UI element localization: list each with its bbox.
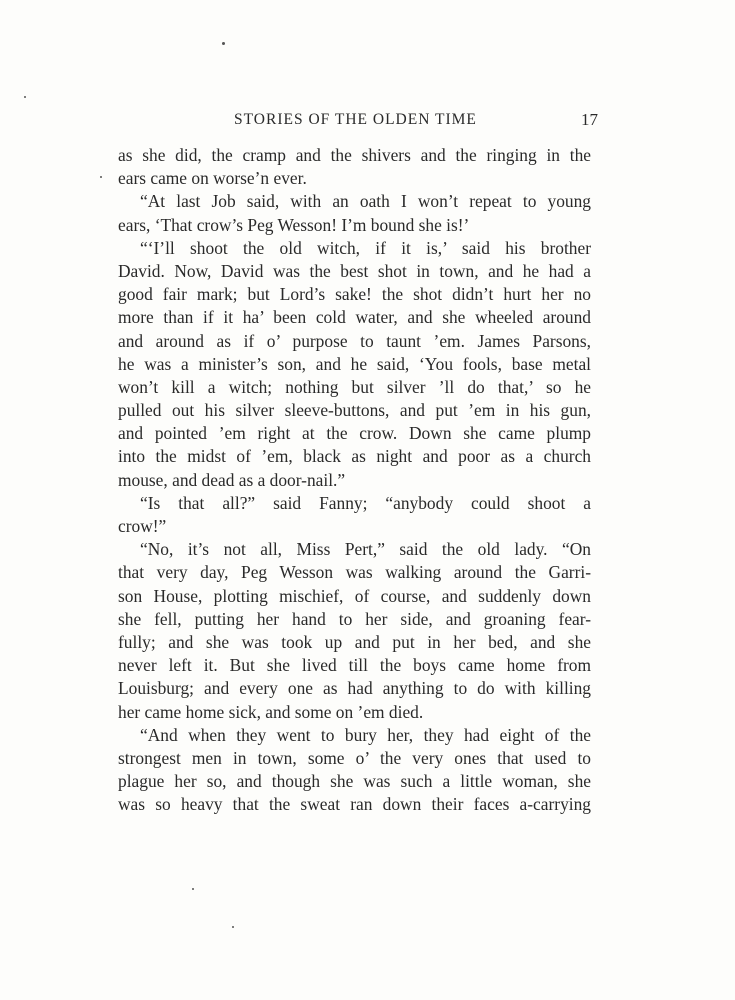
- running-title: STORIES OF THE OLDEN TIME: [234, 111, 477, 128]
- text-line: was so heavy that the sweat ran down their faces a-carrying: [118, 794, 591, 815]
- text-line: as she did, the cramp and the shivers and the ringing in the: [118, 145, 591, 165]
- text-line: that very day, Peg Wesson was walking around the Garri-: [118, 562, 591, 583]
- text-line: strongest men in town, some o’ the very ones that used to: [118, 747, 591, 768]
- text-line: “Is that all?” said Fanny; “anybody could shoot a: [140, 492, 591, 513]
- text-line: mouse, and dead as a door-nail.”: [118, 469, 346, 490]
- text-line: into the midst of ’em, black as night and poor as a church: [118, 446, 591, 467]
- page-number: 17: [581, 110, 598, 129]
- text-line: he was a minister’s son, and he said, ‘You fools, base metal: [118, 353, 591, 374]
- text-line: ears, ‘That crow’s Peg Wesson! I’m bound she is!’: [118, 214, 470, 235]
- text-line: won’t kill a witch; nothing but silver ’ll do that,’ so he: [118, 376, 591, 397]
- text-line: “‘I’ll shoot the old witch, if it is,’ said his brother: [140, 237, 591, 258]
- scan-speck: [232, 926, 234, 928]
- text-line: she fell, putting her hand to her side, and groaning fear-: [118, 608, 591, 629]
- text-line: “No, it’s not all, Miss Pert,” said the old lady. “On: [140, 539, 591, 560]
- text-line: her came home sick, and some on ’em died.: [118, 701, 424, 722]
- text-line: and around as if o’ purpose to taunt ’em. James Parsons,: [118, 330, 591, 351]
- text-line: plague her so, and though she was such a little woman, she: [118, 771, 591, 792]
- scan-speck: [222, 42, 225, 45]
- text-line: son House, plotting mischief, of course, and suddenly down: [118, 585, 591, 606]
- text-line: “At last Job said, with an oath I won’t repeat to young: [140, 191, 591, 212]
- page-header: [118, 108, 598, 132]
- text-line: Louisburg; and every one as had anything to do with killing: [118, 678, 591, 699]
- text-line: pulled out his silver sleeve-buttons, and put ’em in his gun,: [118, 400, 591, 421]
- text-line: and pointed ’em right at the crow. Down she came plump: [118, 423, 591, 444]
- body-text: [118, 144, 591, 816]
- scan-speck: [192, 888, 194, 890]
- text-line: never left it. But she lived till the boys came home from: [118, 655, 591, 676]
- text-line: good fair mark; but Lord’s sake! the shot didn’t hurt her no: [118, 284, 591, 305]
- text-line: crow!”: [118, 516, 167, 536]
- text-line: ears came on worse’n ever.: [118, 168, 307, 189]
- text-line: more than if it ha’ been cold water, and she wheeled around: [118, 307, 591, 328]
- text-line: “And when they went to bury her, they had eight of the: [140, 724, 591, 745]
- text-line: fully; and she was took up and put in her bed, and she: [118, 631, 591, 652]
- scan-speck: [100, 176, 102, 178]
- text-line: David. Now, David was the best shot in town, and he had a: [118, 260, 591, 281]
- scan-speck: [24, 96, 26, 98]
